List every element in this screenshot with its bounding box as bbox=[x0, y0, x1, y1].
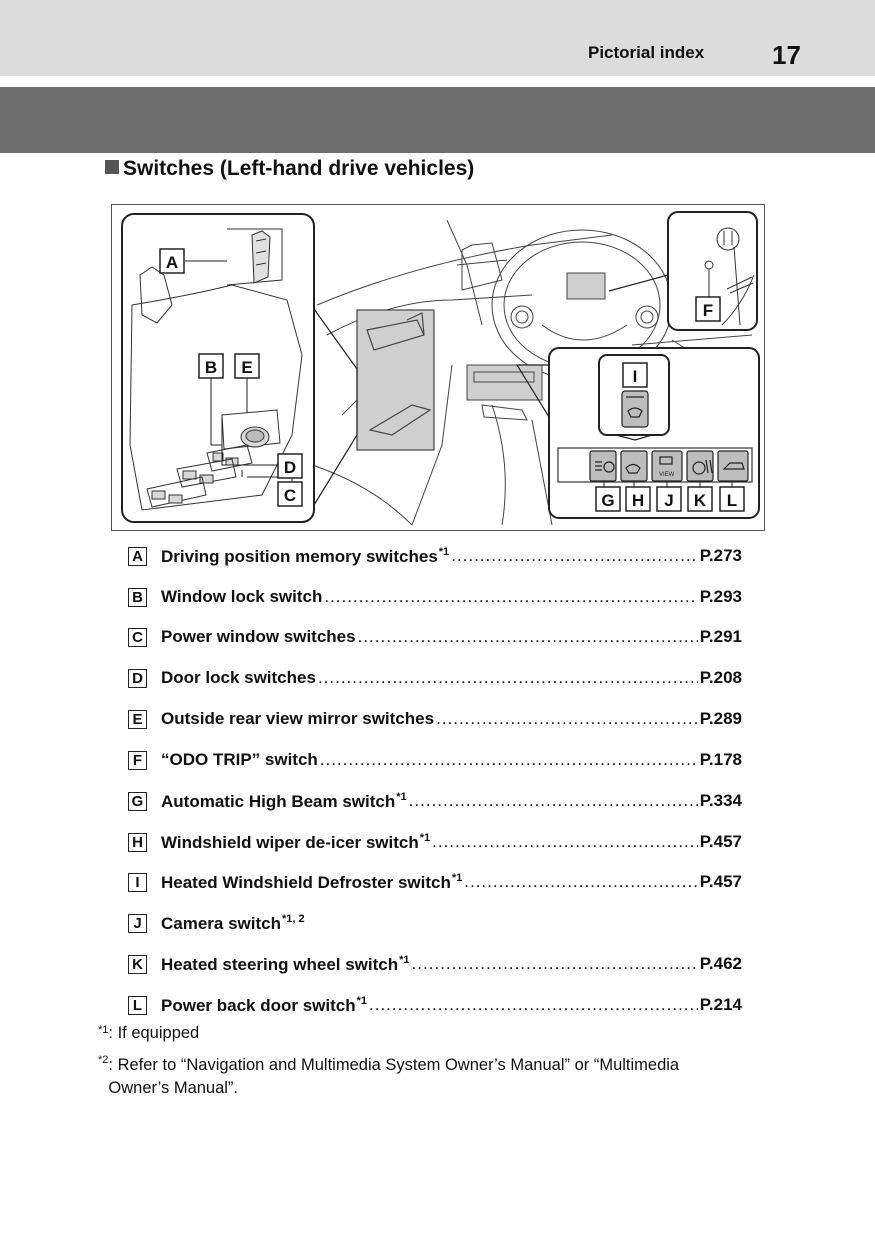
callout-A: A bbox=[165, 253, 179, 272]
item-badge: H bbox=[128, 833, 147, 852]
item-badge: F bbox=[128, 751, 147, 770]
list-item bbox=[128, 666, 742, 690]
heading-text: Switches (Left-hand drive vehicles) bbox=[123, 157, 475, 180]
callout-F: F bbox=[702, 301, 714, 320]
item-badge: L bbox=[128, 996, 147, 1015]
section-label: Pictorial index bbox=[588, 43, 705, 62]
item-title: Outside rear view mirror switches bbox=[161, 709, 435, 728]
header-band bbox=[0, 0, 875, 76]
item-title: Automatic High Beam switch$^{*1}$ bbox=[161, 790, 407, 811]
item-badge: I bbox=[128, 873, 147, 892]
square-bullet-icon bbox=[105, 160, 119, 174]
item-page-ref[interactable]: P.291 bbox=[699, 627, 742, 646]
item-page-ref[interactable]: P.457 bbox=[699, 872, 742, 891]
list-item bbox=[128, 789, 742, 813]
item-page-ref[interactable]: P.273 bbox=[699, 546, 742, 565]
list-item bbox=[128, 830, 742, 854]
item-title: Heated Windshield Defroster switch$^{*1}$ bbox=[161, 871, 463, 892]
footnote-mark: *2 bbox=[98, 1054, 109, 1066]
item-title: Camera switch$^{*1, 2}$ bbox=[161, 912, 305, 933]
callout-C: C bbox=[283, 486, 297, 505]
item-title: Window lock switch bbox=[161, 587, 323, 606]
item-page-ref[interactable]: P.293 bbox=[699, 587, 742, 606]
page-number: 17 bbox=[772, 40, 801, 70]
list-item bbox=[128, 993, 742, 1017]
list-item bbox=[128, 748, 742, 772]
footnote-2 bbox=[98, 1054, 748, 1100]
callout-I: I bbox=[632, 367, 638, 386]
item-title: Power back door switch$^{*1}$ bbox=[161, 994, 368, 1015]
item-title: “ODO TRIP” switch bbox=[161, 750, 318, 769]
footnote-text: : Refer to “Navigation and Multimedia System Owner’s Manual” or “Multimedia Owner’s Manual”. bbox=[108, 1056, 680, 1097]
callout-G: G bbox=[601, 491, 615, 510]
footnote-text: : If equipped bbox=[108, 1024, 200, 1042]
callout-H: H bbox=[631, 491, 645, 510]
callout-E: E bbox=[241, 358, 253, 377]
section-heading bbox=[105, 157, 474, 181]
list-item bbox=[128, 911, 742, 935]
item-badge: G bbox=[128, 792, 147, 811]
callout-K: K bbox=[693, 491, 707, 510]
list-item bbox=[128, 952, 742, 976]
callout-L: L bbox=[726, 491, 738, 510]
list-item bbox=[128, 544, 742, 568]
list-item bbox=[128, 585, 742, 609]
footnote-1 bbox=[98, 1024, 199, 1045]
list-item bbox=[128, 707, 742, 731]
item-badge: A bbox=[128, 547, 147, 566]
item-title: Heated steering wheel switch$^{*1}$ bbox=[161, 953, 410, 974]
item-badge: E bbox=[128, 710, 147, 729]
item-page-ref[interactable]: P.208 bbox=[699, 668, 742, 687]
item-badge: C bbox=[128, 628, 147, 647]
callout-B: B bbox=[204, 358, 218, 377]
callout-J: J bbox=[664, 491, 674, 510]
list-item bbox=[128, 625, 742, 649]
item-title: Power window switches bbox=[161, 627, 356, 646]
item-page-ref[interactable]: P.214 bbox=[699, 995, 742, 1014]
switches-illustration bbox=[111, 204, 765, 531]
item-page-ref[interactable]: P.334 bbox=[699, 791, 742, 810]
item-title: Driving position memory switches$^{*1}$ bbox=[161, 545, 450, 566]
view-label: VIEW bbox=[659, 472, 675, 478]
item-badge: D bbox=[128, 669, 147, 688]
item-page-ref[interactable]: P.178 bbox=[699, 750, 742, 769]
callout-D: D bbox=[283, 458, 297, 477]
item-badge: K bbox=[128, 955, 147, 974]
item-title: Door lock switches bbox=[161, 668, 316, 687]
list-item bbox=[128, 870, 742, 894]
item-page-ref[interactable]: P.457 bbox=[699, 832, 742, 851]
item-badge: B bbox=[128, 588, 147, 607]
item-title: Windshield wiper de-icer switch$^{*1}$ bbox=[161, 831, 431, 852]
item-page-ref[interactable]: P.289 bbox=[699, 709, 742, 728]
title-band bbox=[0, 87, 875, 153]
item-badge: J bbox=[128, 914, 147, 933]
footnote-mark: *1 bbox=[98, 1024, 109, 1036]
item-page-ref[interactable]: P.462 bbox=[699, 954, 742, 973]
